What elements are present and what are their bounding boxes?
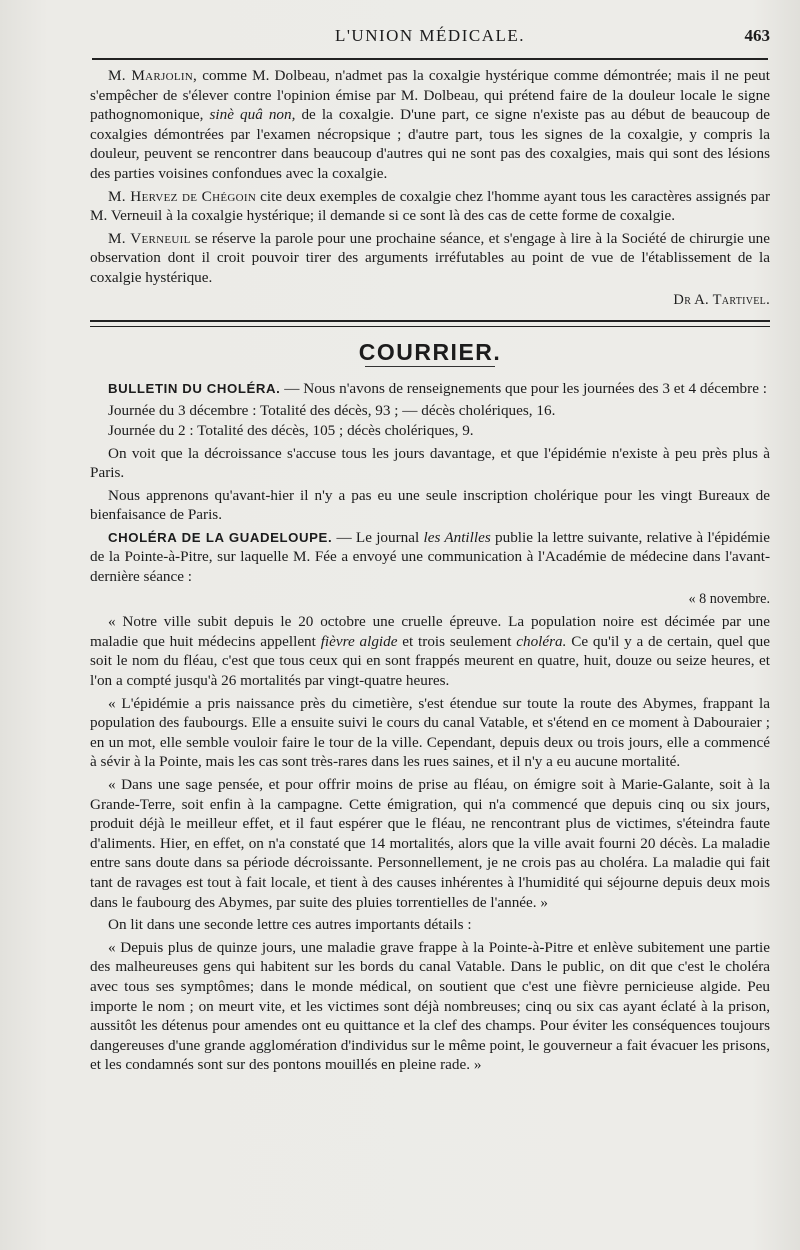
decroissance-paragraph: On voit que la décroissance s'accuse tous les jours davantage, et que l'épidémie n'existe à peu près plus à Paris. (90, 444, 770, 482)
paragraph-verneuil (90, 229, 770, 288)
bulletin-paragraph (90, 379, 770, 399)
rubric-heading: BULLETIN DU CHOLÉRA. (108, 380, 281, 396)
running-title: L'UNION MÉDICALE. (334, 26, 526, 45)
title-underline (365, 366, 495, 367)
paragraph-marjolin (90, 66, 770, 184)
paragraph-text: Ce qu'il y a de certain, quel que soit le nom du fléau, c'est que tous ceux qui en sont frappés meurent en quatre, huit, douze ou seize heures, et l'on a compté jusqu'à 26 mortalités par vingt-quatre heures. (90, 632, 770, 690)
paragraph-text: publie la lettre suivante, relative à l'épidémie de la Pointe-à-Pitre, sur laquelle M. Fée a envoyé une communication à l'Académie de médecine dans l'avant-dernière séance : (90, 528, 770, 586)
guadeloupe-paragraph (90, 528, 770, 587)
section-title: COURRIER. (358, 339, 502, 366)
inscription-paragraph: Nous apprenons qu'avant-hier il n'y a pas eu une seule inscription cholérique pour les vingt Bureaux de bienfaisance de Paris. (90, 486, 770, 524)
paragraph-text: cite deux exemples de coxalgie chez l'homme ayant tous les caractères assignés par M. Verneuil à la coxalgie hystérique; il demande si ce sont là des cas de cette forme de coxalgie. (90, 187, 771, 225)
speaker-name: M. Marjolin, (108, 67, 198, 84)
italic-phrase: sinè quâ non, (209, 106, 296, 124)
paragraph-text: — Le journal (332, 528, 424, 546)
page-number: 463 (744, 26, 770, 45)
paragraph-text: de la coxalgie. D'une part, ce signe n'existe pas au début de beaucoup de coxalgies démontrées par l'examen nécropsique ; d'autre part, tous les signes de la coxalgie, y compris la douleur, peuvent se rencontrer dans beaucoup d'autres qui ne sont pas des coxalgies, mais qui sont des lésions des parties voisines confondues avec la coxalgie. (90, 106, 771, 182)
letter-paragraph-3: « Dans une sage pensée, et pour offrir moins de prise au fléau, on émigre soit à Marie-Galante, soit à la Grande-Terre, soit enfin à la campagne. Cette émigration, qui n'a commencé que depuis cinq ou six jours, produit déjà le meilleur effet, et il faut espérer que le fléau, ne rencontrant plus de victimes, s'éteindra faute d'aliments. Hier, en effet, on n'a constaté que 14 mortalités, alors que la ville avait fourni 20 décès. La maladie entre sans doute dans sa période décroissante. Personnellement, je ne crois pas au choléra. La maladie qui fait tant de ravages est tout à fait locale, et tient à des causes inhérentes à l'humidité qui séjourne depuis deux mois dans le faubourg des Abymes, par suite des pluies torrentielles de l'année. » (90, 776, 770, 911)
speaker-name: M. Verneuil (108, 229, 191, 247)
author-signature: Dr A. Tartivel. (673, 291, 770, 308)
section-divider (90, 320, 770, 327)
paragraph-text: et trois seulement (397, 632, 517, 650)
letter-paragraph-1 (90, 612, 770, 690)
page-header (90, 22, 770, 52)
italic-phrase: choléra. (516, 632, 567, 650)
letter-paragraph-2: « L'épidémie a pris naissance près du cimetière, s'est étendue sur toute la route des Abymes, frappant la population des faubourgs. Elle a ensuite suivi le cours du canal Vatable, et s'étend en ce moment à Dabouraier ; en un mot, elle semble vouloir faire le tour de la ville. Cependant, depuis deux ou trois jours, elle a commencé à sévir à la Pointe, mais les cas sont très-rares dans les rues saines, et il n'y a eu aucune mortalité. (90, 694, 770, 771)
letter-dateline: « 8 novembre. (688, 590, 770, 607)
speaker-name: M. Hervez de Chégoin (108, 187, 257, 205)
paragraph-text: comme M. Dolbeau, n'admet pas la coxalgie hystérique comme démontrée; mais il ne peut s'empêcher de s'élever contre l'opinion émise par M. Dolbeau, qui prétend faire de la douleur locale le signe pathognomonique, (90, 67, 770, 124)
second-letter-intro: On lit dans une seconde lettre ces autres importants détails : (108, 916, 472, 934)
journee-2-line: Journée du 2 : Totalité des décès, 105 ; décès cholériques, 9. (108, 421, 474, 439)
article-body (90, 66, 770, 1078)
paragraph-text: se réserve la parole pour une prochaine séance, et s'engage à lire à la Société de chirurgie une observation dont il croit pouvoir tirer des arguments irréfutables au point de vue de l'établissement de la coxalgie hystérique. (90, 229, 771, 286)
second-letter-paragraph: « Depuis plus de quinze jours, une maladie grave frappe à la Pointe-à-Pitre et enlève subitement une partie des malheureuses gens qui habitent sur les bords du canal Vatable. Dans le public, on dit que c'est le choléra avec tous ses symptômes; dans le monde médical, on soutient que c'est une fièvre pernicieuse algide. Peu importe le nom ; on meurt vite, et les victimes sont déjà nombreuses; cinq ou six cas ayant éclaté à la prison, aussitôt les détenus pour amendes ont eu quittance et la clef des champs. Pour éviter les conséquences toujours dangereuses d'une grande agglomération d'individus sur le même point, le gouverneur a fait évacuer les prisons, et les condamnés sont sur des pontons mouillés en pleine rade. » (90, 938, 770, 1074)
paragraph-text: « Notre ville subit depuis le 20 octobre une cruelle épreuve. La population noire est décimée par une maladie que huit médecins appellent (90, 613, 770, 650)
italic-phrase: fièvre algide (320, 632, 398, 650)
paragraph-text: — Nous n'avons de renseignements que pour les journées des 3 et 4 décembre : (280, 379, 767, 397)
paragraph-hervez (90, 187, 770, 226)
journee-3-line: Journée du 3 décembre : Totalité des décès, 93 ; — décès cholériques, 16. (108, 402, 556, 420)
journal-title: les Antilles (423, 528, 491, 546)
rubric-heading: CHOLÉRA DE LA GUADELOUPE. (108, 529, 333, 545)
header-rule (92, 58, 768, 60)
